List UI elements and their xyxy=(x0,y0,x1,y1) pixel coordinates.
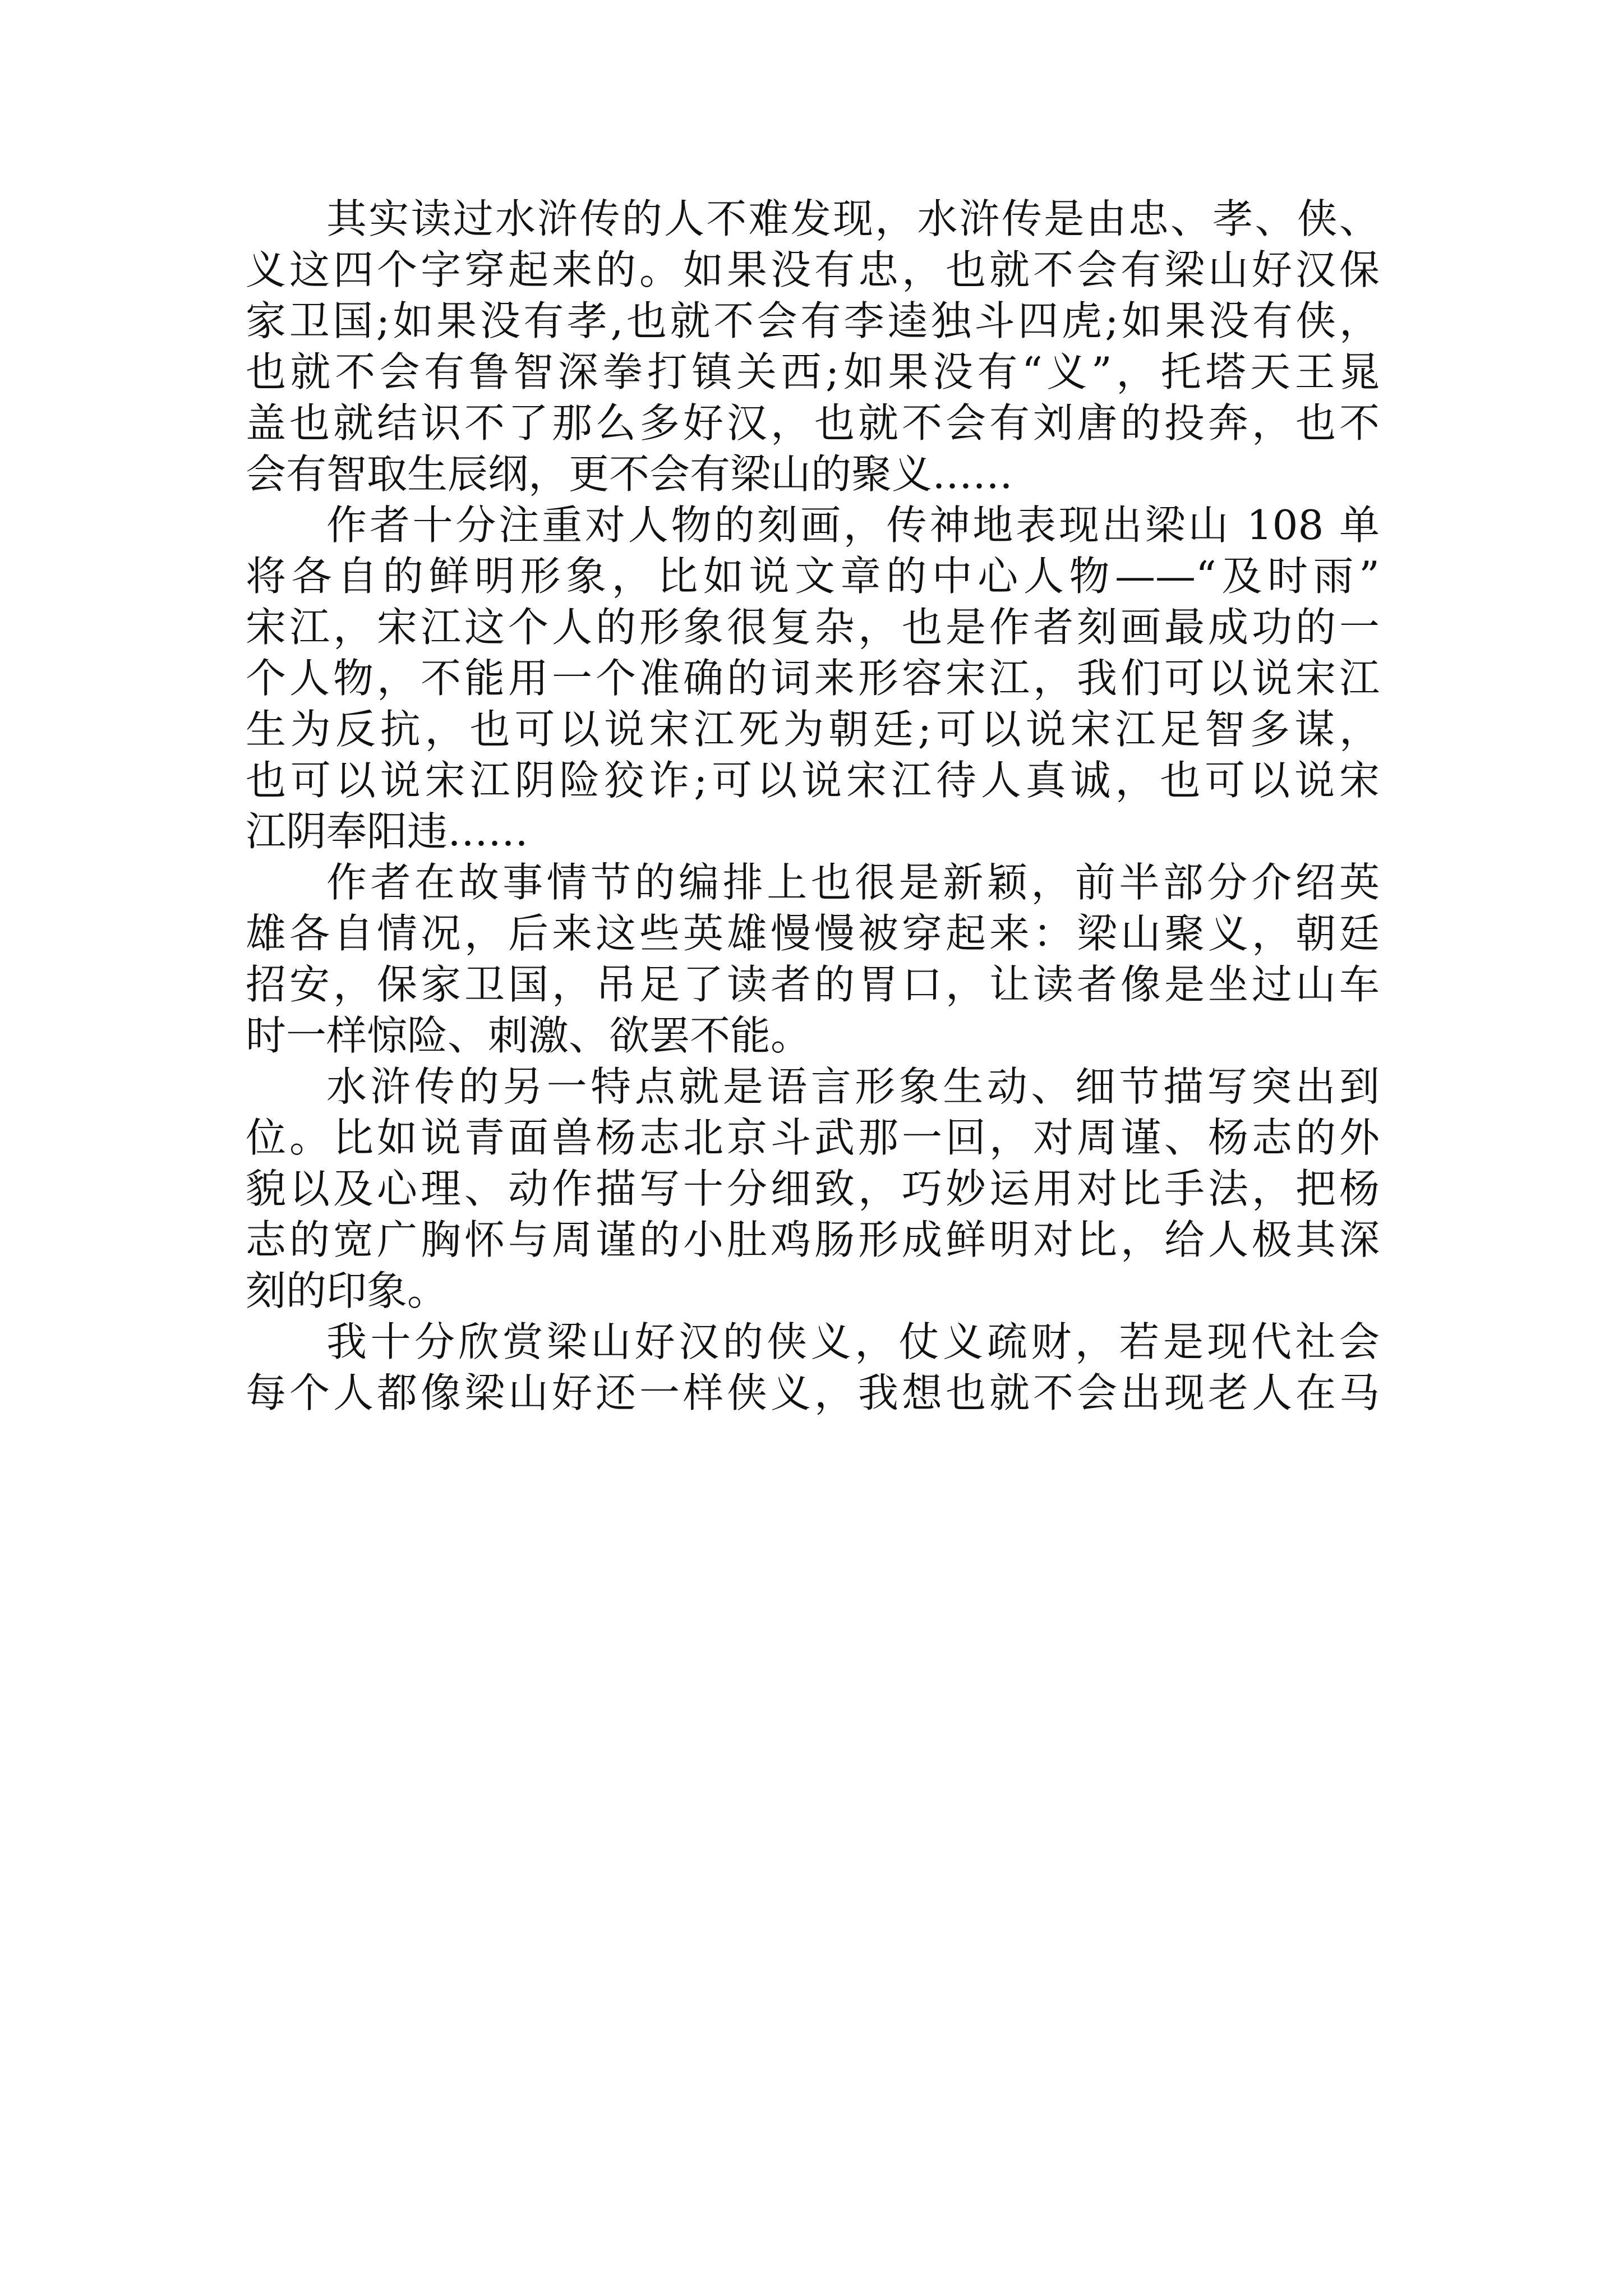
text-line: 义这四个字穿起来的。如果没有忠，也就不会有梁山好汉保 xyxy=(246,246,1380,293)
text-line: 我十分欣赏梁山好汉的侠义，仗义疏财，若是现代社会 xyxy=(326,1318,1380,1365)
text-line: 个人物，不能用一个准确的词来形容宋江，我们可以说宋江 xyxy=(246,655,1380,702)
paragraph-language-detail xyxy=(246,1061,1380,1317)
text-line: 江阴奉阳违…… xyxy=(246,808,529,855)
text-line: 每个人都像梁山好还一样侠义，我想也就不会出现老人在马 xyxy=(246,1369,1380,1416)
text-line: 盖也就结识不了那么多好汉，也就不会有刘唐的投奔，也不 xyxy=(246,399,1380,447)
text-line: 作者十分注重对人物的刻画，传神地表现出梁山 108 单 xyxy=(326,501,1380,549)
paragraph-loyalty-filial-chivalry xyxy=(246,194,1380,500)
text-line: 家卫国;如果没有孝,也就不会有李逵独斗四虎;如果没有侠， xyxy=(246,297,1380,344)
paragraph-characterization xyxy=(246,500,1380,857)
text-line: 水浒传的另一特点就是语言形象生动、细节描写突出到 xyxy=(326,1063,1380,1110)
text-line: 刻的印象。 xyxy=(246,1267,448,1314)
document-body xyxy=(246,194,1380,1419)
text-line: 宋江，宋江这个人的形象很复杂，也是作者刻画最成功的一 xyxy=(246,604,1380,651)
text-line: 志的宽广胸怀与周谨的小肚鸡肠形成鲜明对比，给人极其深 xyxy=(246,1216,1380,1263)
text-line: 招安，保家卫国，吊足了读者的胃口，让读者像是坐过山车 xyxy=(246,961,1380,1008)
text-line: 雄各自情况，后来这些英雄慢慢被穿起来：梁山聚义，朝廷 xyxy=(246,910,1380,957)
text-line: 位。比如说青面兽杨志北京斗武那一回，对周谨、杨志的外 xyxy=(246,1114,1380,1161)
text-line: 也就不会有鲁智深拳打镇关西;如果没有“义”，托塔天王晁 xyxy=(246,348,1380,395)
text-line: 其实读过水浒传的人不难发现，水浒传是由忠、孝、侠、 xyxy=(326,195,1380,242)
paragraph-plot-arrangement xyxy=(246,857,1380,1061)
text-line: 会有智取生辰纲，更不会有梁山的聚义…… xyxy=(246,450,1013,498)
paragraph-appreciation xyxy=(246,1317,1380,1419)
text-line: 时一样惊险、刺激、欲罢不能。 xyxy=(246,1012,811,1059)
text-line: 将各自的鲜明形象，比如说文章的中心人物——“及时雨” xyxy=(246,553,1380,600)
text-line: 也可以说宋江阴险狡诈;可以说宋江待人真诚，也可以说宋 xyxy=(246,757,1380,804)
text-line: 貌以及心理、动作描写十分细致，巧妙运用对比手法，把杨 xyxy=(246,1165,1380,1212)
text-line: 作者在故事情节的编排上也很是新颖，前半部分介绍英 xyxy=(326,859,1380,906)
text-line: 生为反抗，也可以说宋江死为朝廷;可以说宋江足智多谋， xyxy=(246,706,1380,753)
